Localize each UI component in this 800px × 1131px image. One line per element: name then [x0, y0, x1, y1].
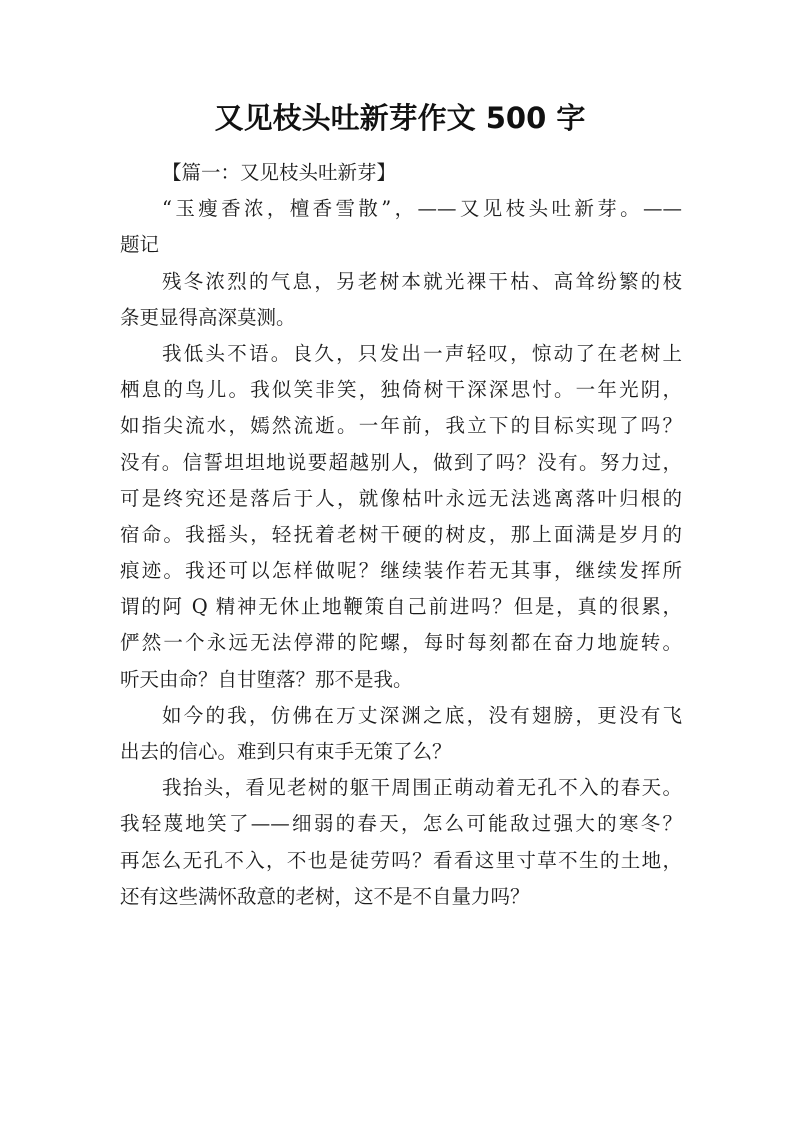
paragraph-1 — [120, 264, 682, 336]
text-line: 我轻蔑地笑了——细弱的春天，怎么可能敌过强大的寒冬？ — [120, 812, 682, 836]
text-line: “玉瘦香浓，檀香雪散”，——又见枝头吐新芽。—— — [162, 197, 682, 221]
section-heading: 【篇一：又见枝头吐新芽】 — [162, 161, 397, 184]
document-title: 又见枝头吐新芽作文 500 字 — [214, 101, 586, 135]
text-line: 如今的我，仿佛在万丈深渊之底，没有翅膀，更没有飞 — [162, 703, 682, 727]
text-line: 如指尖流水，嫣然流逝。一年前，我立下的目标实现了吗？ — [120, 414, 682, 438]
epigraph — [120, 191, 682, 263]
document-body — [120, 155, 682, 915]
paragraph-3 — [120, 698, 682, 770]
text-line: 条更显得高深莫测。 — [120, 305, 296, 329]
text-line: 宿命。我摇头，轻抚着老树干硬的树皮，那上面满是岁月的 — [120, 522, 682, 546]
paragraph-2 — [120, 336, 682, 698]
text-line: 可是终究还是落后于人，就像枯叶永远无法逃离落叶归根的 — [120, 486, 682, 510]
text-line: 我抬头，看见老树的躯干周围正萌动着无孔不入的春天。 — [162, 776, 682, 800]
text-line: 听天由命？自甘堕落？那不是我。 — [120, 667, 413, 691]
text-line: 没有。信誓坦坦地说要超越别人，做到了吗？没有。努力过， — [120, 450, 682, 474]
text-line: 谓的阿 Q 精神无休止地鞭策自己前进吗？但是，真的很累， — [120, 595, 682, 619]
paragraph-4 — [120, 770, 682, 915]
text-line: 栖息的鸟儿。我似笑非笑，独倚树干深深思忖。一年光阴， — [120, 378, 682, 402]
text-line: 我低头不语。良久，只发出一声轻叹，惊动了在老树上 — [162, 341, 682, 365]
text-line: 俨然一个永远无法停滞的陀螺，每时每刻都在奋力地旋转。 — [120, 631, 682, 655]
text-line: 出去的信心。难到只有束手无策了么？ — [120, 740, 452, 763]
text-line: 痕迹。我还可以怎样做呢？继续装作若无其事，继续发挥所 — [120, 559, 682, 583]
text-line: 残冬浓烈的气息，另老树本就光裸干枯、高耸纷繁的枝 — [162, 269, 682, 293]
text-line: 还有这些满怀敌意的老树，这不是不自量力吗？ — [120, 884, 530, 908]
text-line: 题记 — [120, 233, 160, 257]
text-line: 再怎么无孔不入，不也是徒劳吗？看看这里寸草不生的土地， — [120, 848, 682, 872]
